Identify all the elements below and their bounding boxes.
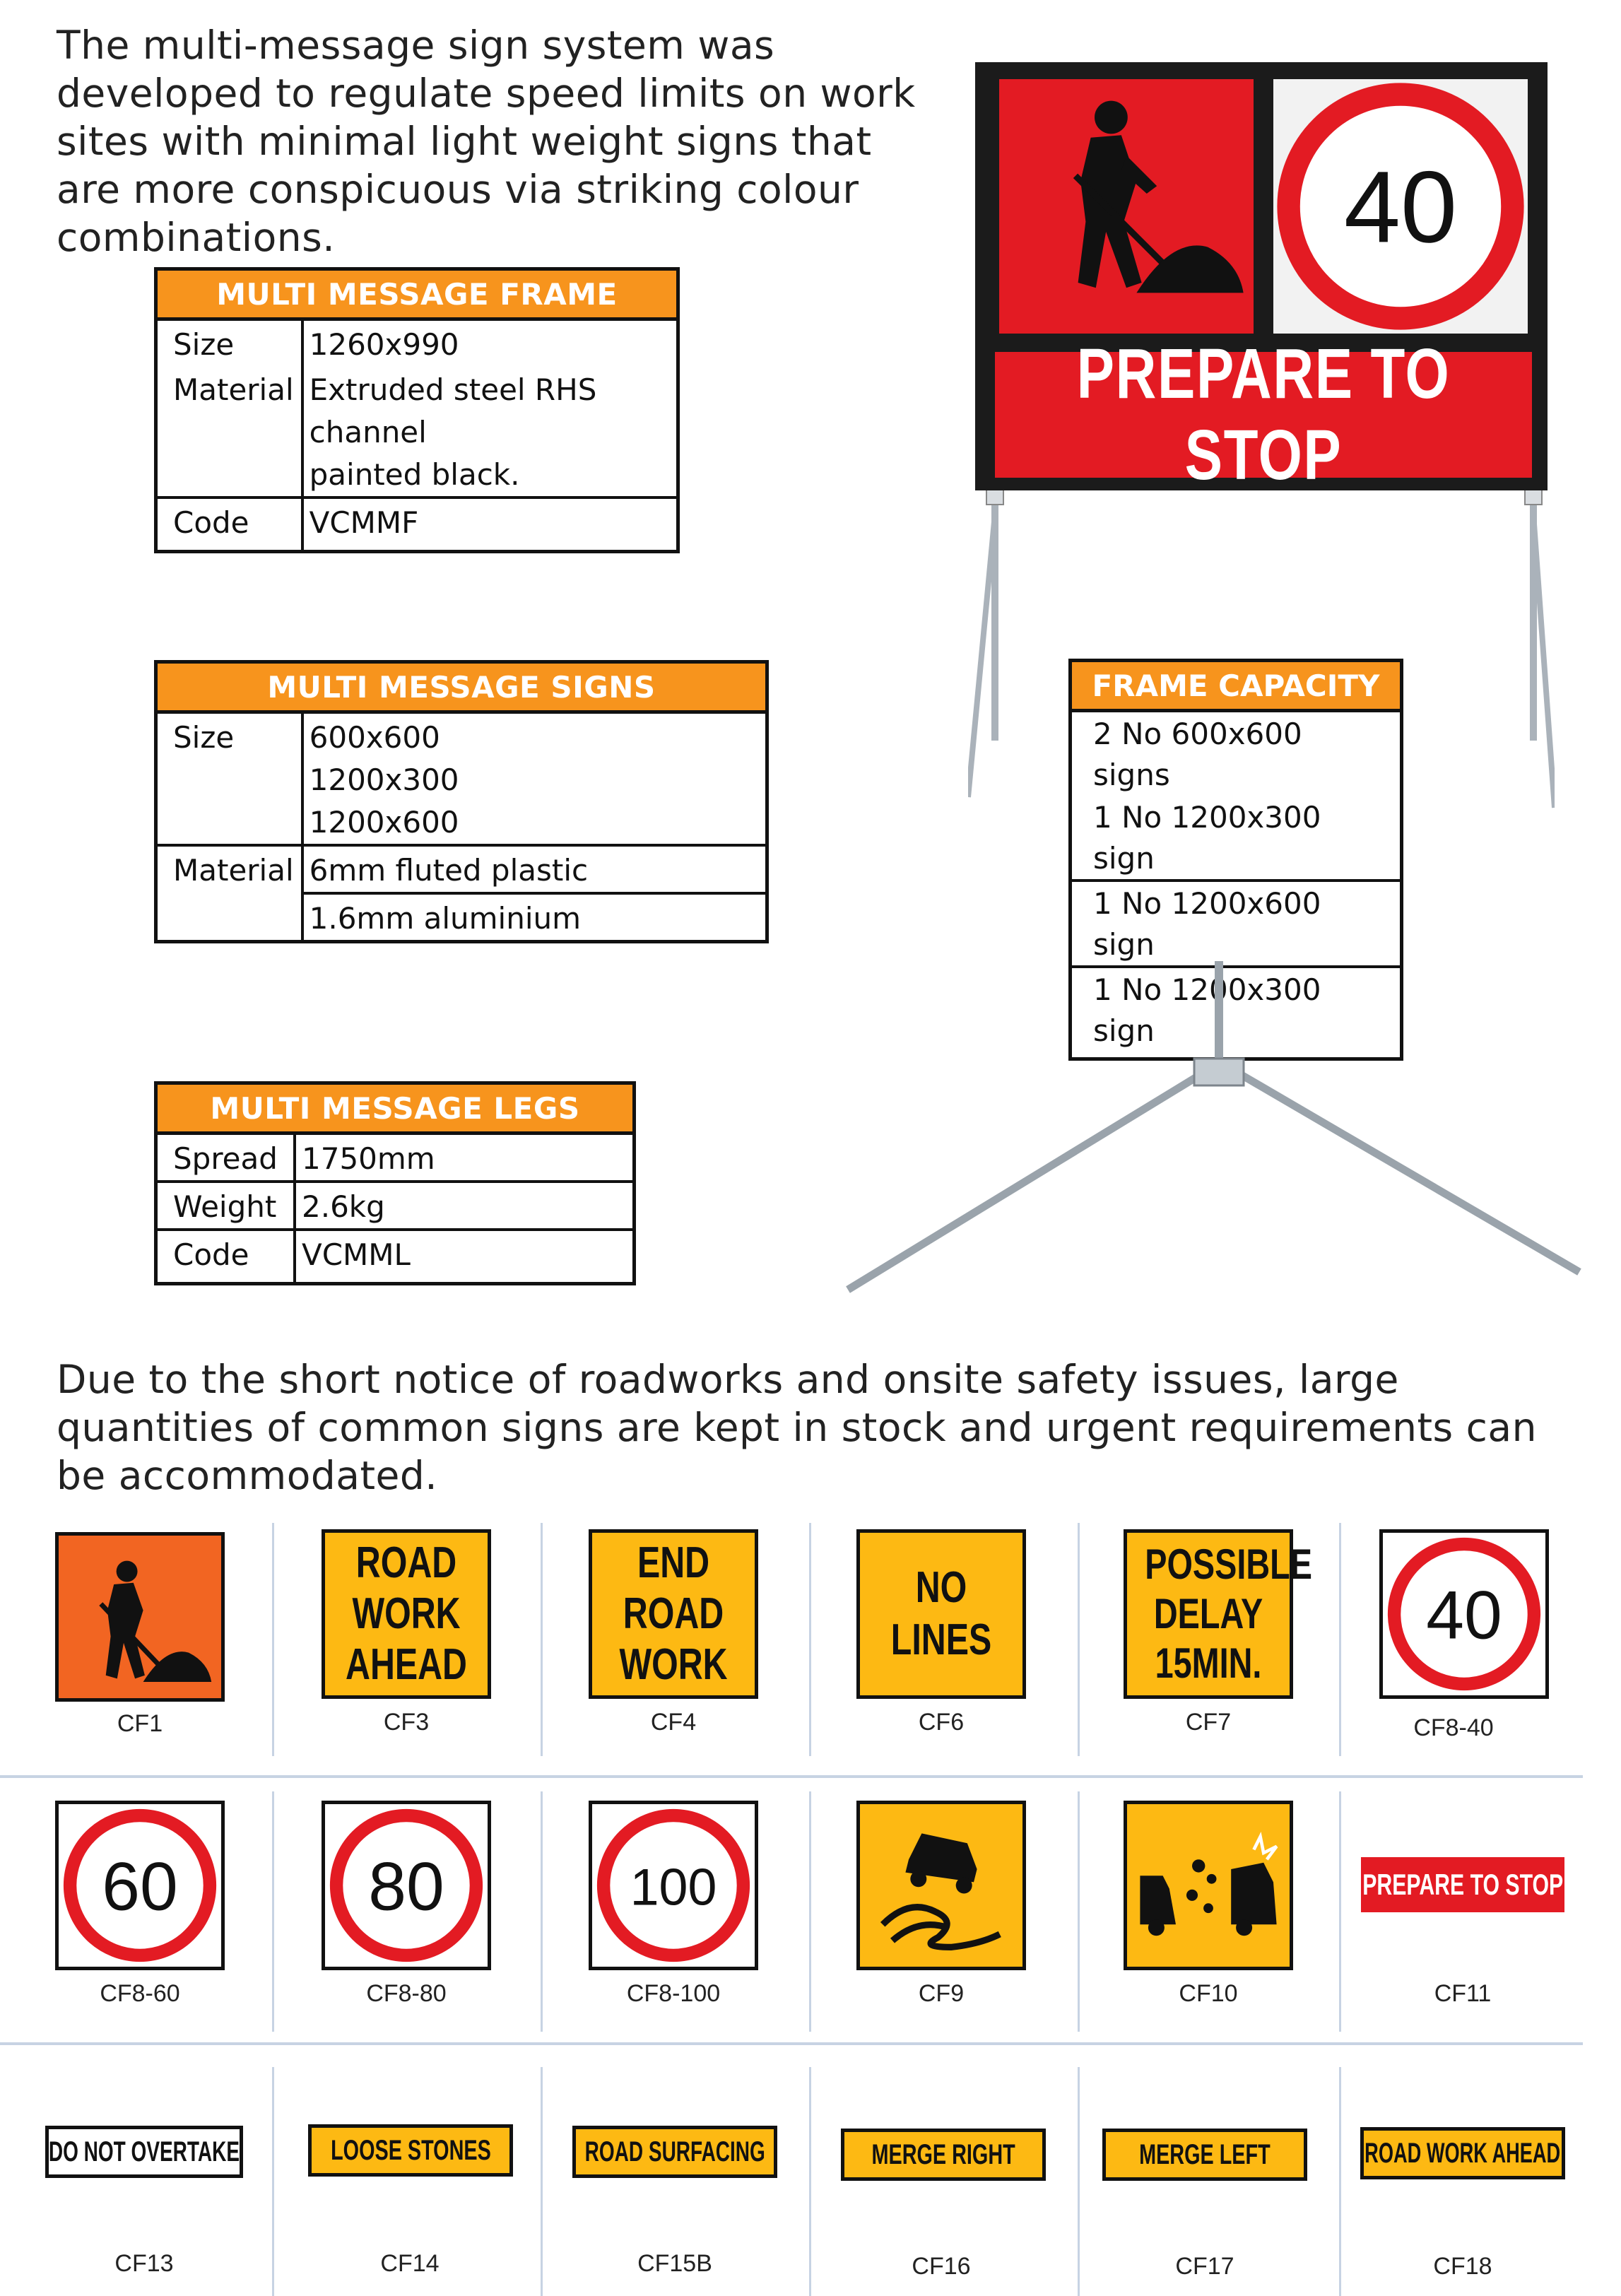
cf8-40-speed: 40: [1426, 1577, 1502, 1654]
grid-divider: [541, 2067, 543, 2296]
big-sign-banner: PREPARE TO STOP: [1076, 334, 1451, 495]
sign-cf14-loose-stones: [308, 2124, 513, 2177]
grid-divider: [1339, 1523, 1341, 1756]
skidding-car-icon: [860, 1804, 1022, 1967]
sign-cf6-no-lines: [856, 1529, 1026, 1699]
signs-material-label: Material: [156, 845, 302, 893]
sign-cf8-80: [322, 1801, 491, 1970]
sign-cf1-worker: [55, 1532, 225, 1702]
cf4-line-1: END: [637, 1538, 710, 1587]
signs-material-1: 6mm fluted plastic: [302, 845, 767, 893]
sign-cf8-60: [55, 1801, 225, 1970]
multi-message-frame-photo: [968, 62, 1555, 825]
frame-size-value: 1260x990: [309, 327, 459, 362]
grid-divider: [1078, 1791, 1080, 2032]
legs-weight-value: 2.6kg: [295, 1182, 635, 1230]
sign-code-cf11: CF11: [1434, 1980, 1492, 2007]
sign-code-cf1: CF1: [117, 1710, 163, 1737]
frame-material-value: [302, 366, 678, 498]
flying-stones-icon: [1127, 1804, 1290, 1967]
signs-table-title: MULTI MESSAGE SIGNS: [156, 662, 767, 712]
sign-code-cf8-100: CF8-100: [626, 1980, 721, 2007]
grid-divider: [272, 2067, 274, 2296]
sign-cf9-slippery-road: [856, 1801, 1026, 1970]
sign-cf4-end-road-work: [589, 1529, 758, 1699]
cf8-60-speed: 60: [102, 1849, 178, 1925]
sign-code-cf13: CF13: [114, 2250, 174, 2277]
intro-paragraph: The multi-message sign system was developed to regulate speed limits on work sites with minimal light weight signs that are more conspicuous via striking colour combinations.: [57, 23, 916, 260]
speed-limit-icon: [59, 1804, 221, 1967]
sign-cf16-merge-right: [841, 2129, 1046, 2181]
sign-code-cf17: CF17: [1175, 2253, 1234, 2280]
legs-code-label: Code: [156, 1230, 295, 1284]
frame-size-label: Size: [156, 319, 302, 367]
grid-divider: [541, 1523, 543, 1756]
legs-spec-table: [154, 1081, 636, 1285]
cf16-text: MERGE RIGHT: [871, 2138, 1015, 2170]
grid-divider: [1078, 2067, 1080, 2296]
legs-code-value: VCMML: [295, 1230, 635, 1284]
stock-paragraph: Due to the short notice of roadworks and onsite safety issues, large quantities of common signs are kept in stock and urgent requirements can be accommodated.: [57, 1357, 1537, 1498]
big-sign-speed: 40: [1343, 150, 1458, 264]
cf13-text: DO NOT OVERTAKE: [48, 2136, 240, 2167]
grid-row-divider: [0, 1775, 1583, 1778]
grid-divider: [809, 2067, 811, 2296]
speed-limit-icon: [592, 1804, 755, 1967]
cf15b-text: ROAD SURFACING: [584, 2136, 765, 2167]
sign-cf7-possible-delay: [1124, 1529, 1312, 1699]
speed-limit-icon: [1273, 79, 1528, 334]
sign-cf15b-road-surfacing: [572, 2126, 777, 2178]
frame-material-label: Material: [156, 366, 302, 498]
frame-material-line-1: Extruded steel RHS channel: [309, 372, 597, 449]
frame-spec-table: [154, 267, 680, 553]
cf4-line-2: ROAD: [623, 1589, 724, 1638]
grid-divider: [1078, 1523, 1080, 1756]
worker-icon: [59, 1536, 221, 1698]
cf7-line-1: POSSIBLE: [1145, 1541, 1312, 1588]
capacity-table-title: FRAME CAPACITY: [1071, 661, 1402, 711]
legs-table-title: MULTI MESSAGE LEGS: [156, 1083, 635, 1134]
sign-code-cf10: CF10: [1179, 1980, 1238, 2007]
grid-divider: [541, 1791, 543, 2032]
frame-code-label: Code: [156, 498, 302, 552]
sign-code-cf8-80: CF8-80: [366, 1980, 447, 2007]
sign-code-cf18: CF18: [1433, 2253, 1492, 2280]
worker-icon: [999, 79, 1254, 334]
speed-limit-icon: [325, 1804, 488, 1967]
signs-spec-table: [154, 660, 769, 943]
frame-material-line-2: painted black.: [309, 457, 520, 492]
sign-cf13-do-not-overtake: [45, 2126, 243, 2178]
sign-cf11-prepare-to-stop: [1361, 1857, 1564, 1912]
sign-cf3-road-work-ahead: [322, 1529, 491, 1699]
cf11-text: PREPARE TO STOP: [1362, 1868, 1563, 1901]
cf3-line-3: AHEAD: [346, 1640, 467, 1689]
signs-size-3: 1200x600: [309, 805, 459, 840]
capacity-row-1: 2 No 600x600 signs: [1093, 717, 1302, 792]
grid-divider: [272, 1791, 274, 2032]
signs-size-label: Size: [156, 712, 302, 846]
cf6-line-1: NO: [915, 1563, 967, 1612]
legs-weight-label: Weight: [156, 1182, 295, 1230]
grid-divider: [809, 1523, 811, 1756]
sign-code-cf8-40: CF8-40: [1413, 1714, 1494, 1741]
sign-code-cf16: CF16: [912, 2253, 971, 2280]
cf6-line-2: LINES: [890, 1615, 992, 1664]
cf3-line-2: WORK: [352, 1589, 461, 1638]
signs-size-value: [302, 712, 767, 846]
sign-code-cf9: CF9: [918, 1980, 965, 2007]
cf14-text: LOOSE STONES: [330, 2134, 491, 2166]
capacity-row-4: 1 No 1200x300 sign: [1071, 967, 1402, 1059]
signs-material-spacer: [156, 893, 302, 942]
frame-worker-panel: [999, 79, 1254, 334]
capacity-row-3: 1 No 1200x600 sign: [1071, 881, 1402, 967]
sign-cf10-flying-stones: [1124, 1801, 1293, 1970]
frame-speed-panel: [1273, 79, 1528, 334]
signs-material-2: 1.6mm aluminium: [302, 893, 767, 942]
grid-divider: [809, 1791, 811, 2032]
sign-code-cf8-60: CF8-60: [100, 1980, 180, 2007]
legs-spread-label: Spread: [156, 1134, 295, 1182]
cf8-100-speed: 100: [630, 1857, 717, 1917]
grid-divider: [1339, 2067, 1341, 2296]
cf17-text: MERGE LEFT: [1139, 2138, 1271, 2170]
frame-table-title: MULTI MESSAGE FRAME: [156, 269, 678, 319]
signs-size-2: 1200x300: [309, 763, 459, 797]
grid-divider: [1339, 1791, 1341, 2032]
sign-code-cf14: CF14: [380, 2250, 440, 2277]
multi-message-legs-photo: [844, 961, 1586, 1300]
cf7-line-2: DELAY: [1153, 1590, 1263, 1637]
cf3-line-1: ROAD: [355, 1538, 457, 1587]
sign-cf8-100: [589, 1801, 758, 1970]
sign-code-cf15b: CF15B: [637, 2250, 712, 2277]
frame-code-value: VCMMF: [302, 498, 678, 552]
sign-code-cf4: CF4: [650, 1709, 697, 1736]
sign-code-cf7: CF7: [1185, 1709, 1232, 1736]
sign-cf17-merge-left: [1102, 2129, 1307, 2181]
signs-size-1: 600x600: [309, 720, 440, 755]
sign-code-cf6: CF6: [918, 1709, 965, 1736]
speed-limit-icon: [1383, 1533, 1545, 1695]
sign-cf18-road-work-ahead: [1360, 2127, 1565, 2179]
cf4-line-3: WORK: [619, 1640, 728, 1689]
sign-cf8-40: [1379, 1529, 1549, 1699]
capacity-row-2: 1 No 1200x300 sign: [1093, 800, 1321, 876]
grid-divider: [272, 1523, 274, 1756]
frame-banner-panel: [995, 334, 1532, 495]
cf8-80-speed: 80: [368, 1849, 444, 1925]
cf7-line-3: 15MIN.: [1155, 1639, 1262, 1687]
cf18-text: ROAD WORK AHEAD: [1364, 2137, 1561, 2169]
grid-row-divider: [0, 2042, 1583, 2045]
sign-code-cf3: CF3: [383, 1709, 430, 1736]
legs-spread-value: 1750mm: [302, 1141, 435, 1176]
